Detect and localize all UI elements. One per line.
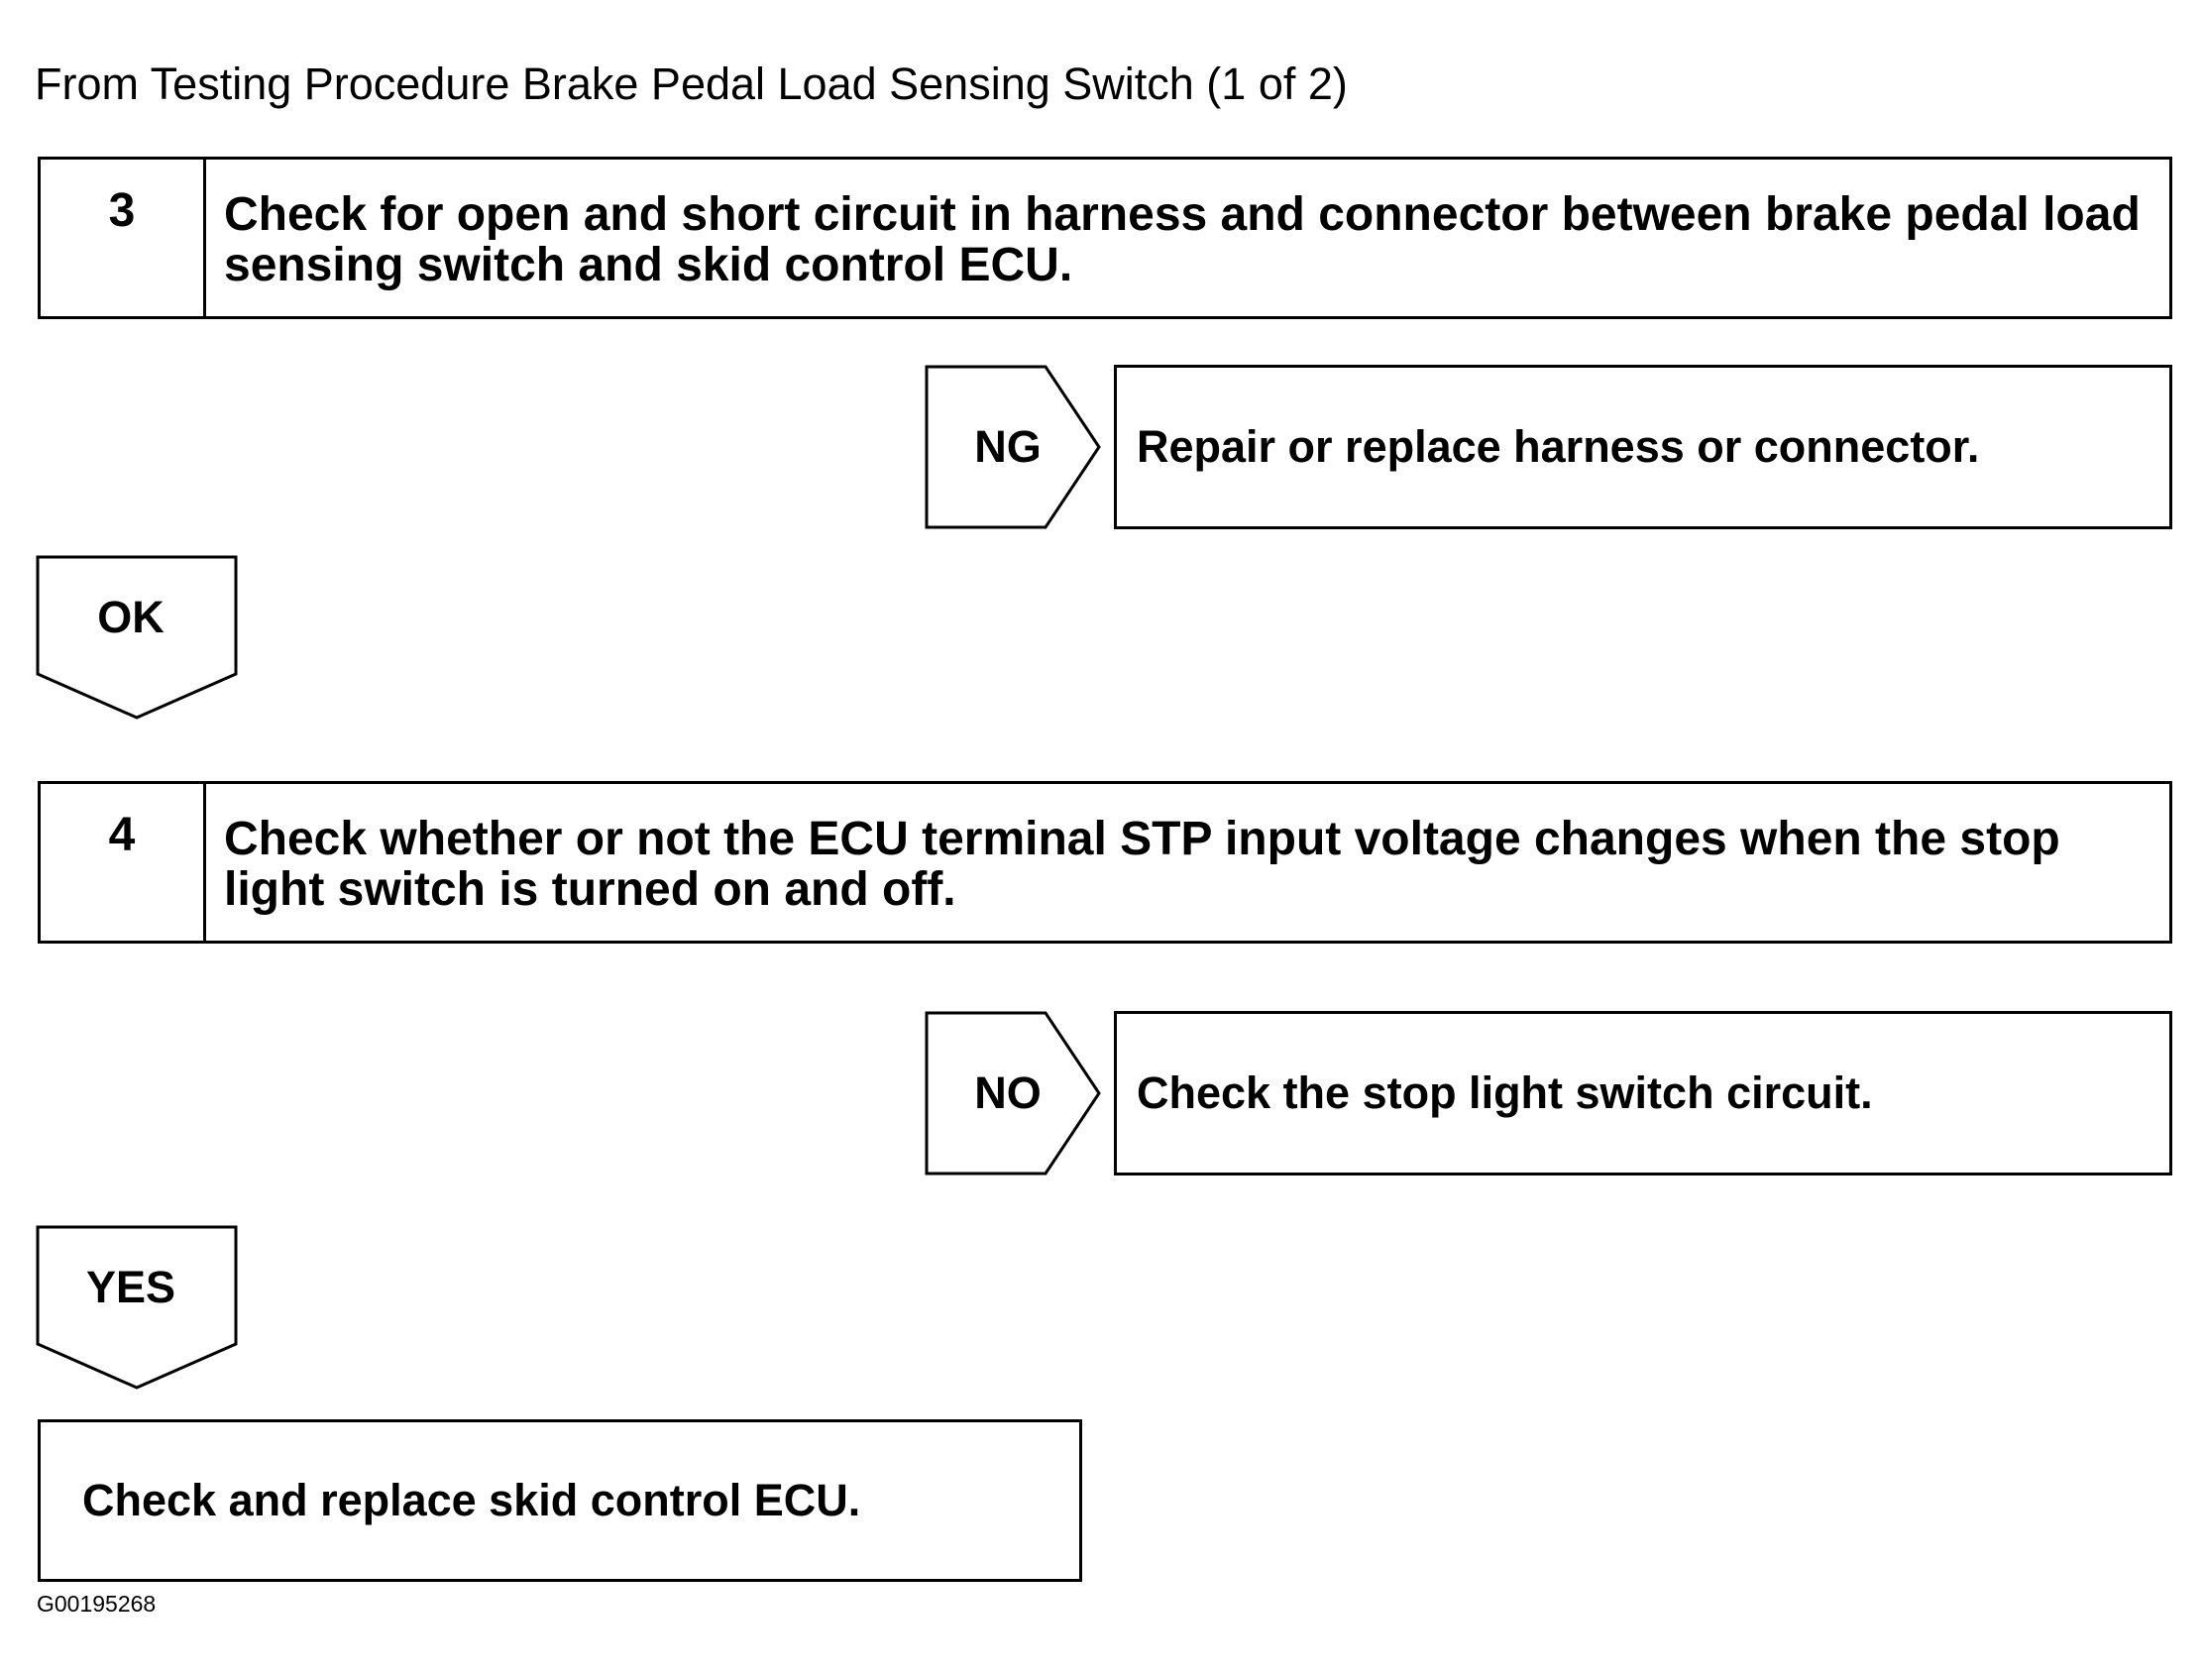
ng-result-text: Repair or replace harness or connector. bbox=[1137, 421, 1980, 472]
step-3-text: Check for open and short circuit in harness and connector between brake pedal load sensing switch and skid control ECU. bbox=[224, 188, 2141, 291]
final-step-text: Check and replace skid control ECU. bbox=[82, 1475, 861, 1525]
no-branch-arrow bbox=[925, 1011, 1103, 1176]
step-3-box bbox=[38, 157, 2172, 319]
step-4-number: 4 bbox=[41, 784, 206, 941]
yes-continue-arrow bbox=[36, 1225, 240, 1390]
step-4-box bbox=[38, 781, 2172, 944]
no-result-text: Check the stop light switch circuit. bbox=[1137, 1067, 1873, 1118]
ng-branch-arrow bbox=[925, 365, 1103, 529]
step-4-text: Check whether or not the ECU terminal STP input voltage changes when the stop light switch is turned on and off. bbox=[224, 813, 2060, 916]
no-result-box bbox=[1114, 1011, 2172, 1176]
step-3-number: 3 bbox=[41, 160, 206, 316]
figure-id: G00195268 bbox=[37, 1591, 157, 1617]
no-label: NO bbox=[974, 1067, 1042, 1118]
final-step-box bbox=[38, 1419, 1082, 1582]
ng-label: NG bbox=[974, 421, 1042, 472]
diagram-title: From Testing Procedure Brake Pedal Load Sensing Switch (1 of 2) bbox=[35, 58, 1348, 109]
ng-result-box bbox=[1114, 365, 2172, 529]
ok-continue-arrow bbox=[36, 555, 240, 720]
ok-label: OK bbox=[97, 592, 165, 642]
yes-label: YES bbox=[85, 1262, 176, 1312]
